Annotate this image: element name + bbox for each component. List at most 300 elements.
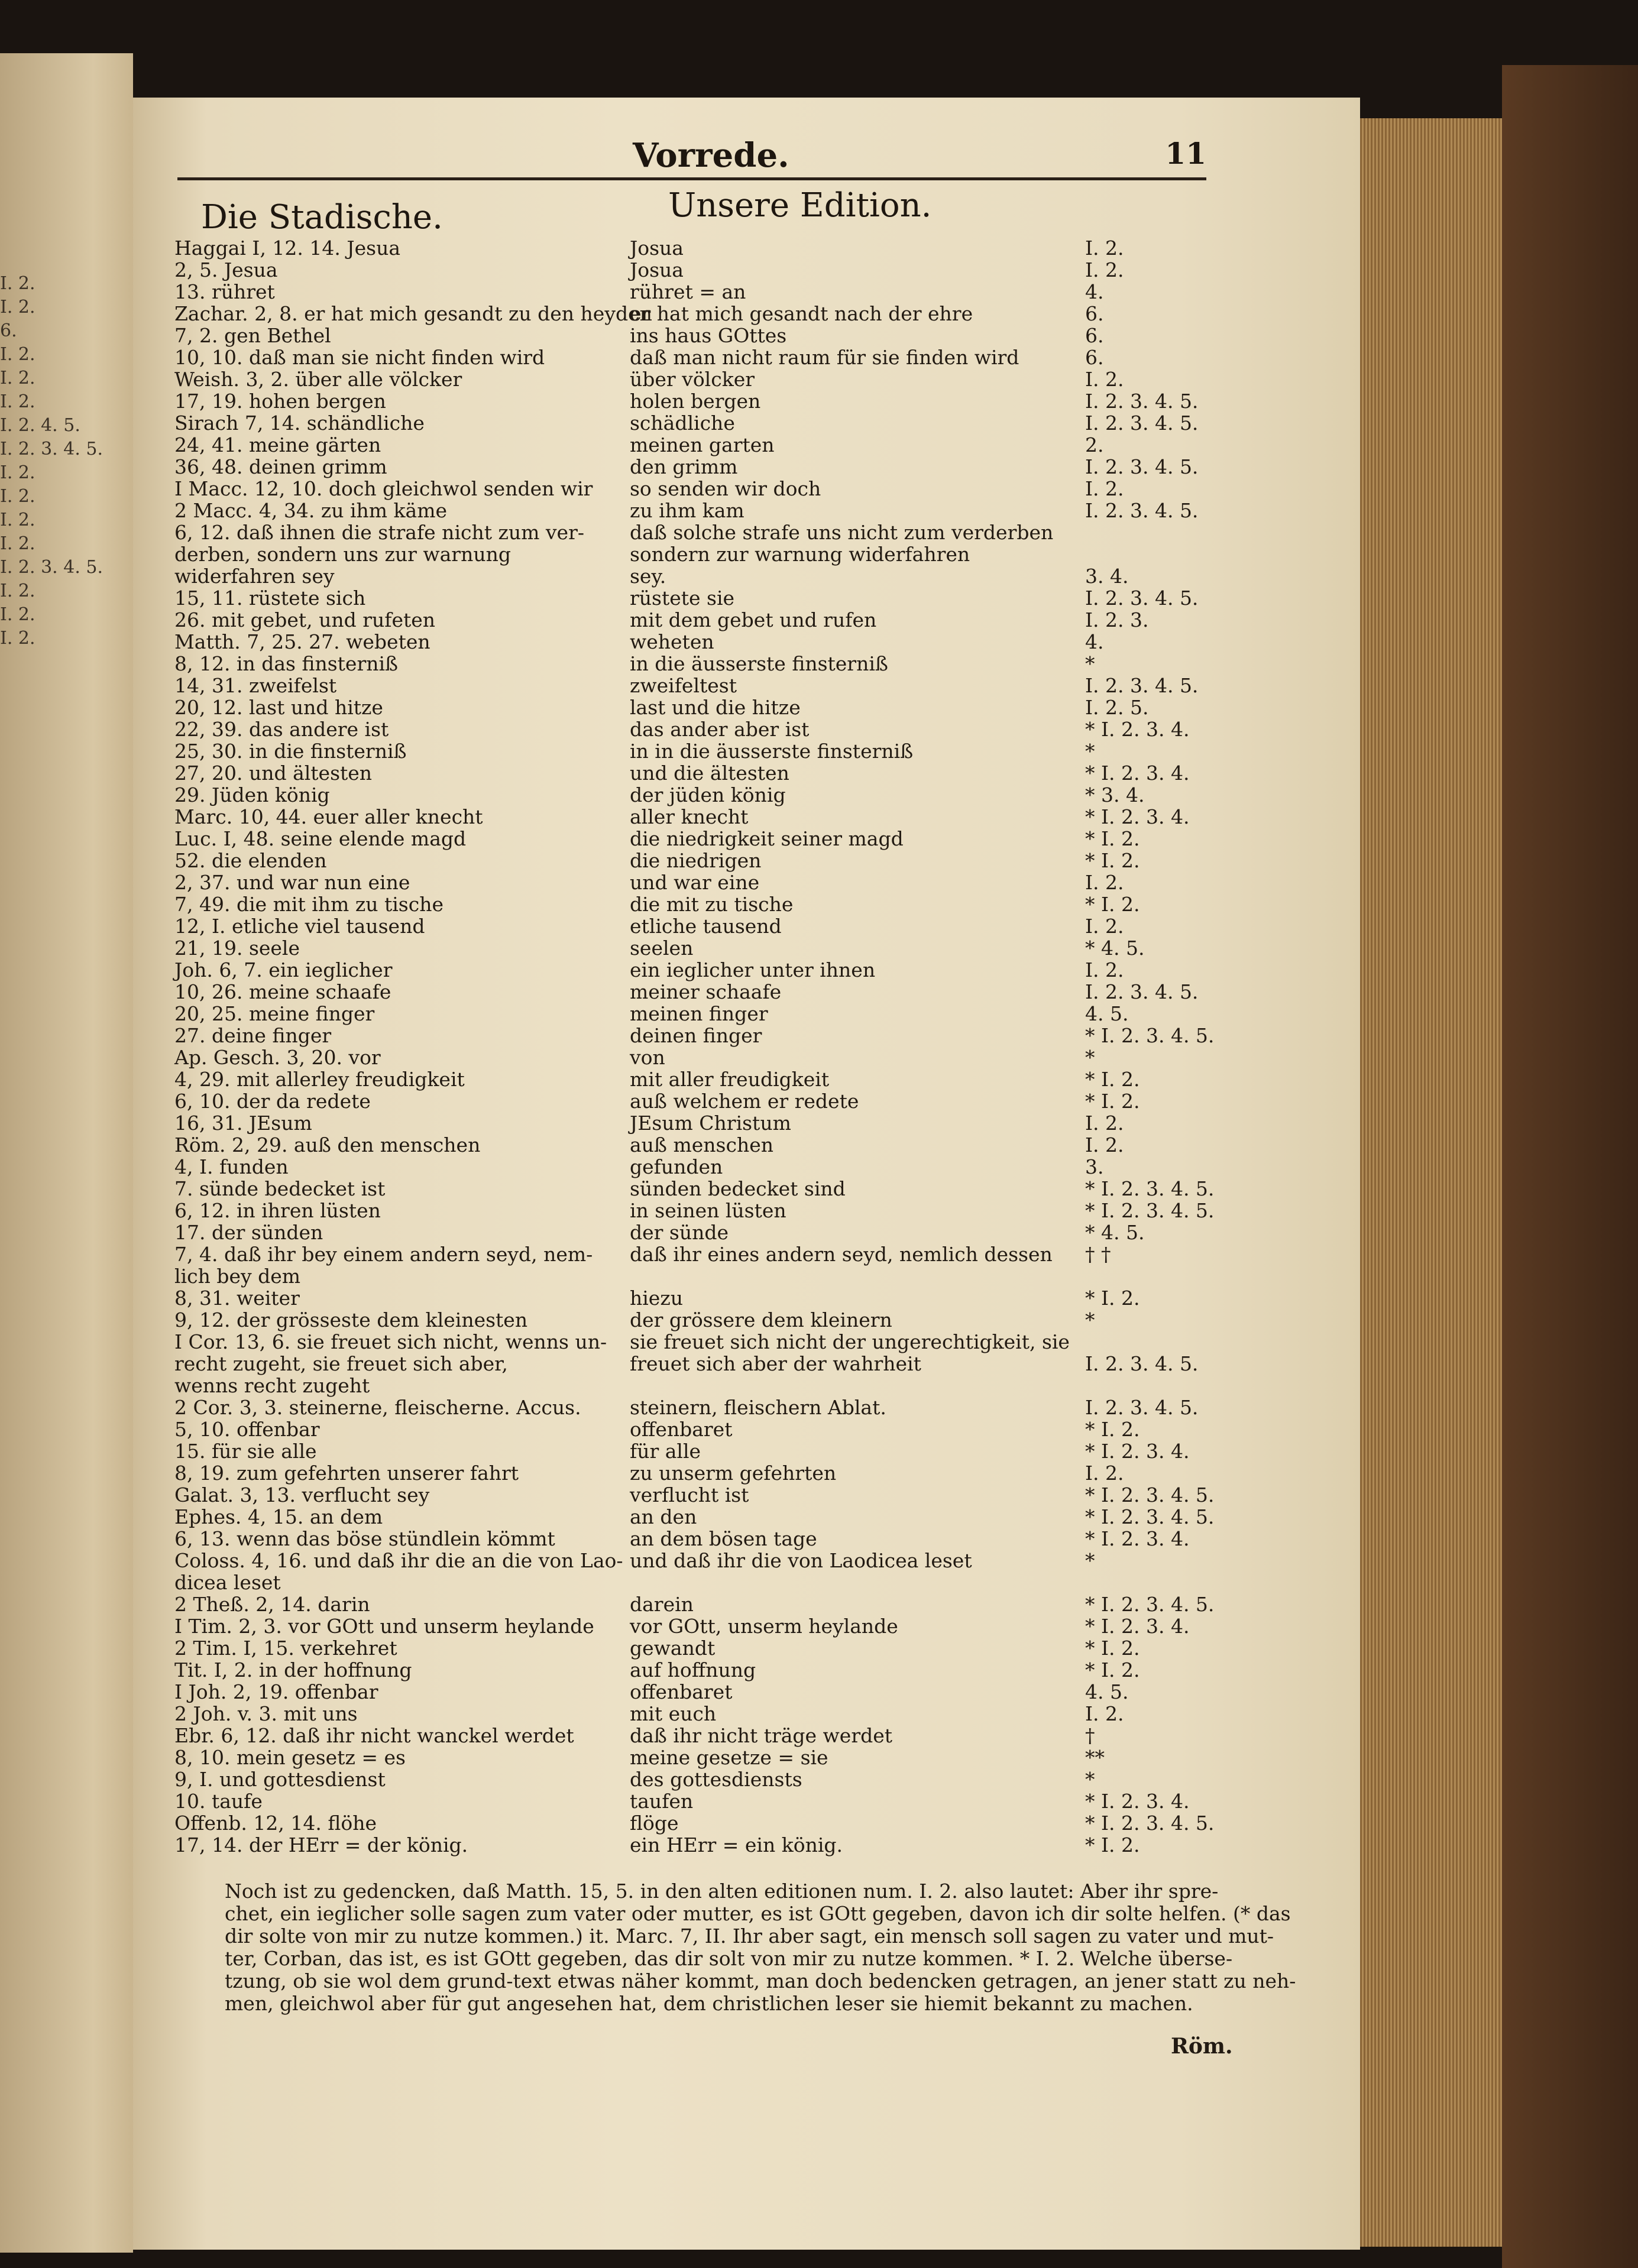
stadische-reading: 9, 12. der grösseste dem kleinesten [174, 1308, 528, 1331]
edition-numbers: 4. [1085, 630, 1104, 653]
table-row [174, 1637, 1239, 1658]
stadische-reading: 6, 13. wenn das böse stündlein kömmt [174, 1527, 555, 1550]
stadische-reading: 17, 14. der HErr = der könig. [174, 1833, 468, 1856]
table-row [174, 455, 1239, 477]
stadische-reading: widerfahren sey [174, 565, 335, 588]
edition-numbers: * I. 2. 3. 4. [1085, 1790, 1190, 1813]
edition-numbers: * I. 2. 3. 4. [1085, 762, 1190, 785]
stadische-reading: 2, 5. Jesua [174, 258, 278, 281]
edition-numbers: I. 2. [1085, 1112, 1124, 1135]
table-row [174, 499, 1239, 521]
left-margin-number: I. 2. [0, 462, 35, 483]
stadische-reading: 9, I. und gottesdienst [174, 1768, 386, 1791]
edition-numbers: 3. [1085, 1155, 1104, 1178]
our-edition-reading: er hat mich gesandt nach der ehre [630, 302, 973, 325]
our-edition-reading: ein ieglicher unter ihnen [630, 958, 876, 981]
stadische-reading: Ebr. 6, 12. daß ihr nicht wanckel werdet [174, 1724, 574, 1747]
table-row [174, 1615, 1239, 1637]
edition-numbers: 6. [1085, 346, 1104, 369]
our-edition-reading: weheten [630, 630, 714, 653]
edition-numbers: I. 2. [1085, 871, 1124, 894]
stadische-reading: 52. die elenden [174, 849, 327, 872]
stadische-reading: Haggai I, 12. 14. Jesua [174, 236, 400, 260]
our-edition-reading: last und die hitze [630, 696, 801, 719]
edition-numbers: ** [1085, 1746, 1105, 1769]
edition-numbers: * I. 2. [1085, 893, 1140, 916]
stadische-reading: 2 Macc. 4, 34. zu ihm käme [174, 499, 448, 522]
left-margin-number: 6. [0, 320, 17, 341]
footnote-line: tzung, ob sie wol dem grund-text etwas näher kommt, man doch bedencken getragen, an jener statt zu neh- [225, 1969, 1296, 1992]
table-row [174, 783, 1239, 805]
stadische-reading: 13. rühret [174, 280, 275, 303]
stadische-reading: Ap. Gesch. 3, 20. vor [174, 1046, 381, 1069]
table-row [174, 1374, 1239, 1396]
edition-numbers: * I. 2. 3. 4. 5. [1085, 1812, 1215, 1835]
edition-numbers: I. 2. 3. 4. 5. [1085, 390, 1199, 413]
edition-numbers: I. 2. 3. 4. 5. [1085, 412, 1199, 435]
edition-numbers: * [1085, 740, 1095, 763]
our-edition-reading: meinen garten [630, 433, 775, 456]
edition-numbers: * 4. 5. [1085, 1221, 1145, 1244]
our-edition-reading: in in die äusserste finsterniß [630, 740, 914, 763]
our-edition-reading: an dem bösen tage [630, 1527, 817, 1550]
table-row [174, 412, 1239, 433]
edition-numbers: * [1085, 1046, 1095, 1069]
table-row [174, 1330, 1239, 1352]
our-edition-reading: Josua [630, 236, 684, 260]
table-row [174, 258, 1239, 280]
edition-numbers: * I. 2. [1085, 1658, 1140, 1681]
table-row [174, 368, 1239, 390]
running-header [177, 136, 1206, 177]
our-edition-reading: in die äusserste finsterniß [630, 652, 888, 675]
stadische-reading: 24, 41. meine gärten [174, 433, 381, 456]
table-row [174, 1833, 1239, 1855]
edition-numbers: * I. 2. 3. 4. 5. [1085, 1505, 1215, 1528]
table-row [174, 1243, 1239, 1265]
table-row [174, 1396, 1239, 1418]
stadische-reading: 2, 37. und war nun eine [174, 871, 410, 894]
left-margin-number: I. 2. 3. 4. 5. [0, 557, 103, 578]
edition-numbers: 6. [1085, 324, 1104, 347]
footnote-line: men, gleichwol aber für gut angesehen hat, dem christlichen leser sie hiemit bekannt zu machen. [225, 1992, 1193, 2015]
stadische-reading: 27. deine finger [174, 1024, 332, 1047]
our-edition-reading: daß ihr nicht träge werdet [630, 1724, 893, 1747]
left-margin-number: I. 2. [0, 391, 35, 412]
table-row [174, 762, 1239, 783]
table-row [174, 652, 1239, 674]
table-row [174, 1790, 1239, 1812]
table-row [174, 433, 1239, 455]
our-edition-reading: die niedrigen [630, 849, 762, 872]
edition-numbers: * I. 2. [1085, 1833, 1140, 1856]
stadische-reading: 8, 12. in das finsterniß [174, 652, 399, 675]
our-edition-reading: verflucht ist [630, 1483, 749, 1506]
footnote-line: Noch ist zu gedencken, daß Matth. 15, 5. in den alten editionen num. I. 2. also lautet: Aber ihr spre- [225, 1880, 1219, 1903]
edition-numbers: I. 2. [1085, 1462, 1124, 1485]
table-row [174, 346, 1239, 368]
edition-numbers: * I. 2. [1085, 1068, 1140, 1091]
stadische-reading: 10. taufe [174, 1790, 263, 1813]
stadische-reading: Weish. 3, 2. über alle völcker [174, 368, 462, 391]
our-edition-reading: zu unserm gefehrten [630, 1462, 837, 1485]
edition-numbers: I. 2. [1085, 958, 1124, 981]
edition-numbers: † † [1085, 1243, 1111, 1266]
our-edition-reading: meiner schaafe [630, 980, 782, 1003]
our-edition-reading: deinen finger [630, 1024, 762, 1047]
our-edition-reading: mit dem gebet und rufen [630, 608, 877, 631]
table-row [174, 1133, 1239, 1155]
edition-numbers: † [1085, 1724, 1095, 1747]
edition-numbers: * I. 2. 3. 4. [1085, 1440, 1190, 1463]
our-edition-reading: zweifeltest [630, 674, 737, 697]
stadische-reading: 26. mit gebet, und rufeten [174, 608, 436, 631]
our-edition-reading: auf hoffnung [630, 1658, 756, 1681]
our-edition-reading: gewandt [630, 1637, 716, 1660]
our-edition-reading: und die ältesten [630, 762, 789, 785]
stadische-reading: 6, 12. daß ihnen die strafe nicht zum ver- [174, 521, 584, 544]
our-edition-reading: ein HErr = ein könig. [630, 1833, 843, 1856]
edition-numbers: 4. [1085, 280, 1104, 303]
edition-numbers: * I. 2. 3. 4. [1085, 1615, 1190, 1638]
edition-numbers: * 4. 5. [1085, 937, 1145, 960]
our-edition-reading: seelen [630, 937, 694, 960]
table-row [174, 937, 1239, 958]
left-margin-number: I. 2. [0, 533, 35, 554]
table-row [174, 1724, 1239, 1746]
stadische-reading: 22, 39. das andere ist [174, 718, 389, 741]
our-edition-reading: den grimm [630, 455, 738, 478]
page-edges [1360, 118, 1502, 2247]
footnote-line: ter, Corban, das ist, es ist GOtt gegeben, das dir solt von mir zu nutze kommen. * I. 2. Welche überse- [225, 1947, 1233, 1970]
catchword: Röm. [1171, 2034, 1233, 2059]
table-row [174, 587, 1239, 608]
edition-numbers: 4. 5. [1085, 1680, 1129, 1703]
table-row [174, 1505, 1239, 1527]
our-edition-reading: mit aller freudigkeit [630, 1068, 830, 1091]
our-edition-reading: daß man nicht raum für sie finden wird [630, 346, 1019, 369]
left-page-margin-numbers [0, 272, 133, 650]
stadische-reading: Marc. 10, 44. euer aller knecht [174, 805, 483, 828]
our-edition-reading: JEsum Christum [630, 1112, 791, 1135]
our-edition-reading: darein [630, 1593, 694, 1616]
footnote-paragraph [225, 1880, 1296, 2015]
table-row [174, 1177, 1239, 1199]
edition-numbers: 2. [1085, 433, 1104, 456]
edition-numbers: * I. 2. 3. 4. 5. [1085, 1483, 1215, 1506]
table-row [174, 1549, 1239, 1571]
our-edition-reading: zu ihm kam [630, 499, 744, 522]
stadische-reading: 15. für sie alle [174, 1440, 317, 1463]
right-column-heading: Unsere Edition. [668, 186, 932, 225]
stadische-reading: 10, 10. daß man sie nicht finden wird [174, 346, 545, 369]
stadische-reading: 7, 2. gen Bethel [174, 324, 331, 347]
stadische-reading: dicea leset [174, 1571, 281, 1594]
stadische-reading: 25, 30. in die finsterniß [174, 740, 407, 763]
header-rule [177, 177, 1206, 180]
table-row [174, 1352, 1239, 1374]
stadische-reading: 7. sünde bedecket ist [174, 1177, 386, 1200]
table-row [174, 390, 1239, 412]
running-title: Vorrede. [633, 136, 789, 175]
our-edition-reading: an den [630, 1505, 697, 1528]
our-edition-reading: über völcker [630, 368, 755, 391]
our-edition-reading: Josua [630, 258, 684, 281]
table-row [174, 827, 1239, 849]
table-row [174, 1287, 1239, 1308]
our-edition-reading: die niedrigkeit seiner magd [630, 827, 904, 850]
edition-numbers: I. 2. 3. 4. 5. [1085, 587, 1199, 610]
our-edition-reading: rühret = an [630, 280, 746, 303]
footnote-line: dir solte von mir zu nutze kommen.) it. Marc. 7, II. Ihr aber sagt, ein mensch soll sagen zu vater und mut- [225, 1924, 1274, 1948]
stadische-reading: Tit. I, 2. in der hoffnung [174, 1658, 412, 1681]
table-row [174, 915, 1239, 937]
table-row [174, 674, 1239, 696]
left-margin-number: I. 2. 4. 5. [0, 415, 80, 436]
stadische-reading: Coloss. 4, 16. und daß ihr die an die von Lao- [174, 1549, 623, 1572]
stadische-reading: I Cor. 13, 6. sie freuet sich nicht, wenns un- [174, 1330, 607, 1353]
our-edition-reading: daß solche strafe uns nicht zum verderben [630, 521, 1054, 544]
edition-numbers: I. 2. [1085, 915, 1124, 938]
stadische-reading: Ephes. 4, 15. an dem [174, 1505, 383, 1528]
stadische-reading: lich bey dem [174, 1265, 301, 1288]
our-edition-reading: von [630, 1046, 665, 1069]
stadische-reading: 8, 10. mein gesetz = es [174, 1746, 406, 1769]
our-edition-reading: aller knecht [630, 805, 749, 828]
our-edition-reading: sondern zur warnung widerfahren [630, 543, 970, 566]
table-row [174, 1593, 1239, 1615]
stadische-reading: 21, 19. seele [174, 937, 300, 960]
table-row [174, 1527, 1239, 1549]
edition-numbers: 4. 5. [1085, 1002, 1129, 1025]
table-row [174, 565, 1239, 587]
stadische-reading: Offenb. 12, 14. flöhe [174, 1812, 377, 1835]
stadische-reading: 2 Cor. 3, 3. steinerne, fleischerne. Accus. [174, 1396, 581, 1419]
edition-numbers: I. 2. 3. 4. 5. [1085, 1352, 1199, 1375]
edition-numbers: * [1085, 1308, 1095, 1331]
edition-numbers: * I. 2. [1085, 849, 1140, 872]
table-row [174, 1746, 1239, 1768]
stadische-reading: wenns recht zugeht [174, 1374, 370, 1397]
our-edition-reading: die mit zu tische [630, 893, 794, 916]
left-margin-number: I. 2. [0, 581, 35, 601]
left-margin-number: I. 2. [0, 486, 35, 507]
stadische-reading: Matth. 7, 25. 27. webeten [174, 630, 430, 653]
our-edition-reading: der grössere dem kleinern [630, 1308, 892, 1331]
table-row [174, 1702, 1239, 1724]
edition-numbers: I. 2. [1085, 258, 1124, 281]
table-row [174, 1265, 1239, 1287]
edition-numbers: 3. 4. [1085, 565, 1129, 588]
stadische-reading: Zachar. 2, 8. er hat mich gesandt zu den heyden [174, 302, 652, 325]
our-edition-reading: auß menschen [630, 1133, 773, 1156]
stadische-reading: I Tim. 2, 3. vor GOtt und unserm heylande [174, 1615, 594, 1638]
edition-numbers: * 3. 4. [1085, 783, 1145, 806]
stadische-reading: 17. der sünden [174, 1221, 323, 1244]
edition-numbers: * I. 2. 3. 4. [1085, 1527, 1190, 1550]
collation-table [174, 236, 1239, 1855]
stadische-reading: 2 Joh. v. 3. mit uns [174, 1702, 358, 1725]
edition-numbers: I. 2. 3. 4. 5. [1085, 455, 1199, 478]
our-edition-reading: so senden wir doch [630, 477, 821, 500]
edition-numbers: * I. 2. [1085, 1418, 1140, 1441]
our-edition-reading: für alle [630, 1440, 701, 1463]
stadische-reading: 12, I. etliche viel tausend [174, 915, 425, 938]
table-row [174, 1571, 1239, 1593]
our-edition-reading: holen bergen [630, 390, 761, 413]
our-edition-reading: sie freuet sich nicht der ungerechtigkeit, sie [630, 1330, 1070, 1353]
table-row [174, 302, 1239, 324]
stadische-reading: 20, 25. meine finger [174, 1002, 375, 1025]
table-row [174, 1308, 1239, 1330]
stadische-reading: 5, 10. offenbar [174, 1418, 320, 1441]
left-margin-number: I. 2. [0, 510, 35, 530]
our-edition-reading: auß welchem er redete [630, 1090, 859, 1113]
edition-numbers: * I. 2. [1085, 1287, 1140, 1310]
edition-numbers: I. 2. 3. 4. 5. [1085, 674, 1199, 697]
table-row [174, 1068, 1239, 1090]
edition-numbers: * I. 2. 3. 4. 5. [1085, 1024, 1215, 1047]
page-number: 11 [1165, 136, 1206, 171]
stadische-reading: Sirach 7, 14. schändliche [174, 412, 425, 435]
our-edition-reading: des gottesdiensts [630, 1768, 802, 1791]
stadische-reading: 10, 26. meine schaafe [174, 980, 391, 1003]
stadische-reading: 17, 19. hohen bergen [174, 390, 386, 413]
our-edition-reading: flöge [630, 1812, 679, 1835]
stadische-reading: 2 Tim. I, 15. verkehret [174, 1637, 397, 1660]
stadische-reading: 29. Jüden könig [174, 783, 330, 806]
table-row [174, 521, 1239, 543]
our-edition-reading: offenbaret [630, 1418, 733, 1441]
table-row [174, 980, 1239, 1002]
edition-numbers: * I. 2. 3. 4. 5. [1085, 1593, 1215, 1616]
stadische-reading: Röm. 2, 29. auß den menschen [174, 1133, 481, 1156]
table-row [174, 1024, 1239, 1046]
our-edition-reading: sünden bedecket sind [630, 1177, 846, 1200]
edition-numbers: * I. 2. [1085, 1090, 1140, 1113]
table-row [174, 236, 1239, 258]
edition-numbers: * I. 2. 3. 4. 5. [1085, 1177, 1215, 1200]
our-edition-reading: schädliche [630, 412, 735, 435]
stadische-reading: 8, 31. weiter [174, 1287, 300, 1310]
edition-numbers: * [1085, 652, 1095, 675]
table-row [174, 280, 1239, 302]
our-edition-reading: meinen finger [630, 1002, 768, 1025]
our-edition-reading: hiezu [630, 1287, 683, 1310]
stadische-reading: 4, I. funden [174, 1155, 289, 1178]
table-row [174, 1658, 1239, 1680]
our-edition-reading: der jüden könig [630, 783, 786, 806]
table-row [174, 1483, 1239, 1505]
edition-numbers: * I. 2. 3. 4. [1085, 805, 1190, 828]
our-edition-reading: in seinen lüsten [630, 1199, 786, 1222]
book-cover [1502, 65, 1638, 2268]
stadische-reading: 36, 48. deinen grimm [174, 455, 387, 478]
left-margin-number: I. 2. [0, 344, 35, 365]
edition-numbers: * I. 2. 3. 4. 5. [1085, 1199, 1215, 1222]
edition-numbers: I. 2. [1085, 368, 1124, 391]
left-column-heading: Die Stadische. [201, 198, 443, 236]
our-edition-reading: und war eine [630, 871, 760, 894]
edition-numbers: 6. [1085, 302, 1104, 325]
our-edition-reading: sey. [630, 565, 666, 588]
stadische-reading: Luc. I, 48. seine elende magd [174, 827, 467, 850]
edition-numbers: I. 2. [1085, 477, 1124, 500]
our-edition-reading: offenbaret [630, 1680, 733, 1703]
edition-numbers: * [1085, 1549, 1095, 1572]
our-edition-reading: steinern, fleischern Ablat. [630, 1396, 886, 1419]
our-edition-reading: etliche tausend [630, 915, 782, 938]
table-row [174, 696, 1239, 718]
table-row [174, 849, 1239, 871]
stadische-reading: 6, 12. in ihren lüsten [174, 1199, 381, 1222]
table-row [174, 1768, 1239, 1790]
left-margin-number: I. 2. 3. 4. 5. [0, 439, 103, 459]
our-edition-reading: daß ihr eines andern seyd, nemlich dessen [630, 1243, 1053, 1266]
edition-numbers: * I. 2. [1085, 1637, 1140, 1660]
stadische-reading: 7, 4. daß ihr bey einem andern seyd, nem- [174, 1243, 593, 1266]
table-row [174, 740, 1239, 762]
table-row [174, 1199, 1239, 1221]
table-row [174, 1440, 1239, 1462]
table-row [174, 1221, 1239, 1243]
edition-numbers: I. 2. 3. [1085, 608, 1149, 631]
table-row [174, 718, 1239, 740]
table-row [174, 1155, 1239, 1177]
stadische-reading: derben, sondern uns zur warnung [174, 543, 511, 566]
table-row [174, 893, 1239, 915]
table-row [174, 1812, 1239, 1833]
stadische-reading: I Macc. 12, 10. doch gleichwol senden wir [174, 477, 593, 500]
left-margin-number: I. 2. [0, 628, 35, 649]
stadische-reading: 4, 29. mit allerley freudigkeit [174, 1068, 465, 1091]
stadische-reading: I Joh. 2, 19. offenbar [174, 1680, 378, 1703]
stadische-reading: recht zugeht, sie freuet sich aber, [174, 1352, 508, 1375]
left-margin-number: I. 2. [0, 273, 35, 294]
table-row [174, 1112, 1239, 1133]
our-edition-reading: vor GOtt, unserm heylande [630, 1615, 898, 1638]
table-row [174, 805, 1239, 827]
stadische-reading: 6, 10. der da redete [174, 1090, 371, 1113]
footnote-line: chet, ein ieglicher solle sagen zum vater oder mutter, es ist GOtt gegeben, davon ich dir solte helfen. (* das [225, 1902, 1291, 1925]
edition-numbers: * I. 2. [1085, 827, 1140, 850]
edition-numbers: I. 2. 3. 4. 5. [1085, 980, 1199, 1003]
left-margin-number: I. 2. [0, 297, 35, 317]
stadische-reading: 2 Theß. 2, 14. darin [174, 1593, 370, 1616]
stadische-reading: 15, 11. rüstete sich [174, 587, 366, 610]
our-edition-reading: rüstete sie [630, 587, 735, 610]
edition-numbers: I. 2. 3. 4. 5. [1085, 499, 1199, 522]
table-row [174, 1046, 1239, 1068]
stadische-reading: 7, 49. die mit ihm zu tische [174, 893, 444, 916]
stadische-reading: 14, 31. zweifelst [174, 674, 337, 697]
stadische-reading: 20, 12. last und hitze [174, 696, 383, 719]
stadische-reading: 16, 31. JEsum [174, 1112, 312, 1135]
edition-numbers: I. 2. 5. [1085, 696, 1149, 719]
table-row [174, 1462, 1239, 1483]
edition-numbers: * [1085, 1768, 1095, 1791]
stadische-reading: Galat. 3, 13. verflucht sey [174, 1483, 430, 1506]
table-row [174, 1090, 1239, 1112]
table-row [174, 1418, 1239, 1440]
stadische-reading: Joh. 6, 7. ein ieglicher [174, 958, 393, 981]
our-edition-reading: ins haus GOttes [630, 324, 787, 347]
table-row [174, 958, 1239, 980]
left-page-fragment [0, 53, 133, 2253]
edition-numbers: I. 2. [1085, 236, 1124, 260]
left-margin-number: I. 2. [0, 368, 35, 388]
table-row [174, 608, 1239, 630]
